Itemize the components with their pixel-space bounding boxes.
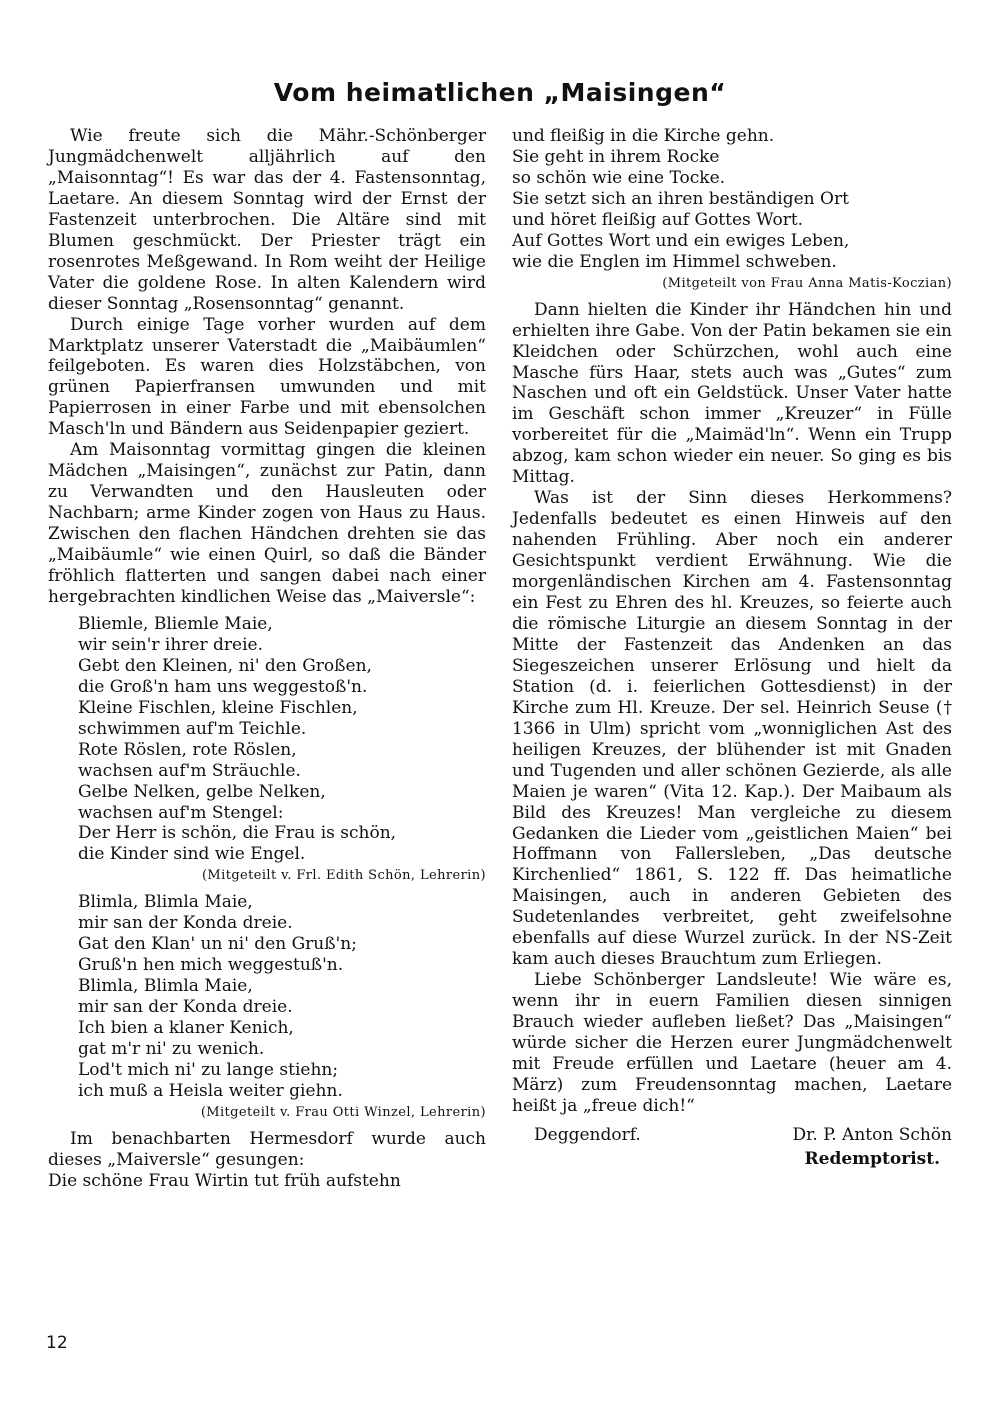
verse-bliemle — [48, 614, 486, 865]
paragraph-appeal: Liebe Schönberger Landsleute! Wie wäre es, wenn ihr in euern Familien diesen sinnigen Brauch wieder aufleben ließet? Das „Maisingen“ würde sicher die Herzen eurer Jungmädchenwelt mit Freude erfüllen und Laetare (heuer am 4. März) zum Freudensonntag machen, Laetare heißt ja „freue dich!“ — [512, 970, 952, 1116]
verse-line: Blimla, Blimla Maie, — [78, 892, 253, 913]
verse-line: Blimla, Blimla Maie, — [78, 976, 253, 997]
verse-line: mir san der Konda dreie. — [78, 913, 293, 934]
verse-line: Gat den Klan' un ni' den Gruß'n; — [78, 934, 357, 955]
verse-line: schwimmen auf'm Teichle. — [78, 718, 307, 739]
verse-line: und fleißig in die Kirche gehn. — [512, 126, 775, 146]
verse-line: Lod't mich ni' zu lange stiehn; — [78, 1059, 339, 1080]
page-number: 12 — [46, 1333, 68, 1353]
verse-line: Gelbe Nelken, gelbe Nelken, — [78, 781, 326, 802]
verse-line-wirtin: Die schöne Frau Wirtin tut früh aufstehn — [48, 1170, 401, 1191]
paragraph-maisonntag: Wie freute sich die Mähr.-Schönberger Jungmädchenwelt alljährlich auf den „Maisonntag“! Es war das der 4. Fastensonntag, Laetare. An diesem Sonntag wird der Ernst der Fastenzeit unterbrochen. Die Altäre sind mit Blumen geschmückt. Der Priester trägt ein rosenrotes Meßgewand. In Rom weiht der Heilige Vater die goldene Rose. In alten Kalendern wird dieser Sonntag „Rosensonntag“ genannt. — [48, 126, 486, 314]
right-column — [512, 126, 952, 1170]
verse-blimla — [48, 892, 486, 1102]
credit-otti-winzel: (Mitgeteilt v. Frau Otti Winzel, Lehrerin) — [200, 1104, 486, 1120]
paragraph-hermesdorf: Im benachbarten Hermesdorf wurde auch dieses „Maiversle“ gesungen: — [48, 1128, 486, 1170]
verse-line: Bliemle, Bliemle Maie, — [78, 613, 273, 634]
verse-line: mir san der Konda dreie. — [78, 997, 293, 1018]
verse-wirtin-continued — [512, 126, 952, 273]
place-name: Deggendorf. — [534, 1124, 641, 1145]
paragraph-gabe: Dann hielten die Kinder ihr Händchen hin und erhielten ihre Gabe. Von der Patin bekamen sie ein Kleidchen oder Schürzchen, wohl auch eine Masche fürs Haar, stets auch was „Gutes“ zum Naschen und oft ein Geldstück. Unser Vater hatte im Geschäft schon immer „Kreuzer“ in Fülle vorbereitet für die „Maimäd'ln“. Wenn ein Trupp abzog, kam schon wieder ein neuer. So ging es bis Mittag. — [512, 299, 952, 488]
verse-line: Kleine Fischlen, kleine Fischlen, — [78, 697, 358, 718]
credit-edith-schoen: (Mitgeteilt v. Frl. Edith Schön, Lehrerin) — [201, 868, 486, 884]
verse-line: Rote Röslen, rote Röslen, — [78, 739, 297, 760]
verse-line: Auf Gottes Wort und ein ewiges Leben, — [512, 230, 850, 251]
paragraph-maibaeumlen: Durch einige Tage vorher wurden auf dem Marktplatz unserer Vaterstadt die „Maibäumlen“ feilgeboten. Es waren dies Holzstäbchen, von grünen Papierfransen umwunden und mit Papierrosen in einer Farbe und mit ebensolchen Masch'ln und Bändern aus Seidenpapier geziert. — [48, 314, 486, 440]
verse-line: wachsen auf'm Sträuchle. — [78, 760, 301, 781]
credit-anna-matis-koczian: (Mitgeteilt von Frau Anna Matis-Koczian) — [662, 275, 952, 291]
verse-line: die Groß'n ham uns weggestoß'n. — [78, 676, 368, 697]
paragraph-sinn: Was ist der Sinn dieses Herkommens? Jedenfalls bedeutet es einen Hinweis auf den nahenden Frühling. Aber noch ein anderer Gesichtspunkt verdient Erwähnung. Wie die morgenländischen Kirchen am 4. Fastensonntag ein Fest zu Ehren des hl. Kreuzes, so feierte auch die römische Liturgie an diesem Sonntag in der Mitte der Fastenzeit das Andenken an das Siegeszeichen unserer Erlösung und hielt da Station (d. i. feierlichen Gottesdienst) in der Kirche zum Hl. Kreuze. Der sel. Heinrich Seuse († 1366 in Ulm) spricht vom „wonniglichen Ast des heiligen Kreuzes, der blühender ist mit Gnaden und Tugenden und aller schönen Gezierde, als alle Maien je waren“ (Vita 12. Kap.). Der Maibaum als Bild des Kreuzes! Man vergleiche zu diesem Gedanken die Lieder vom „geistlichen Maien“ bei Hoffmann von Fallersleben, „Das deutsche Kirchenlied“ 1861, S. 122 ff. Das heimatliche Maisingen, auch in anderen Gebieten des Sudetenlandes verbreitet, geht zweifelsohne ebenfalls auf diese Wurzel zurück. In der NS-Zeit kam auch dieses Brauchtum zum Erliegen. — [512, 488, 952, 970]
author-name: Dr. P. Anton Schön — [792, 1124, 952, 1145]
signature-block — [512, 1125, 952, 1170]
article-title: Vom heimatlichen „Maisingen“ — [273, 78, 727, 107]
verse-line: die Kinder sind wie Engel. — [78, 844, 306, 865]
left-column — [48, 126, 486, 1192]
author-order: Redemptorist. — [804, 1148, 940, 1169]
verse-line: so schön wie eine Tocke. — [512, 167, 726, 188]
verse-line: Der Herr is schön, die Frau is schön, — [78, 823, 397, 844]
verse-line: Ich bien a klaner Kenich, — [78, 1018, 294, 1039]
verse-line: ich muß a Heisla weiter giehn. — [78, 1080, 343, 1101]
verse-line: Sie geht in ihrem Rocke — [512, 146, 720, 167]
paragraph-maisingen: Am Maisonntag vormittag gingen die kleinen Mädchen „Maisingen“, zunächst zur Patin, dann zu Verwandten und den Hausleuten oder Nachbarn; arme Kinder zogen von Haus zu Haus. Zwischen den flachen Händchen drehten sie das „Maibäumle“ wie einen Quirl, so daß die Bänder fröhlich flatterten und sangen dabei nach einer hergebrachten kindlichen Weise das „Maiversle“: — [48, 440, 486, 607]
author-block — [793, 1125, 952, 1170]
verse-line: wachsen auf'm Stengel: — [78, 802, 284, 823]
verse-line: wie die Englen im Himmel schweben. — [512, 251, 837, 272]
verse-line: Sie setzt sich an ihren beständigen Ort — [512, 188, 849, 209]
verse-line: Gebt den Kleinen, ni' den Großen, — [78, 655, 372, 676]
verse-line: Gruß'n hen mich weggestuß'n. — [78, 955, 344, 976]
verse-line: und höret fleißig auf Gottes Wort. — [512, 209, 804, 230]
verse-line: gat m'r ni' zu wenich. — [78, 1039, 265, 1060]
verse-line: wir sein'r ihrer dreie. — [78, 634, 263, 655]
